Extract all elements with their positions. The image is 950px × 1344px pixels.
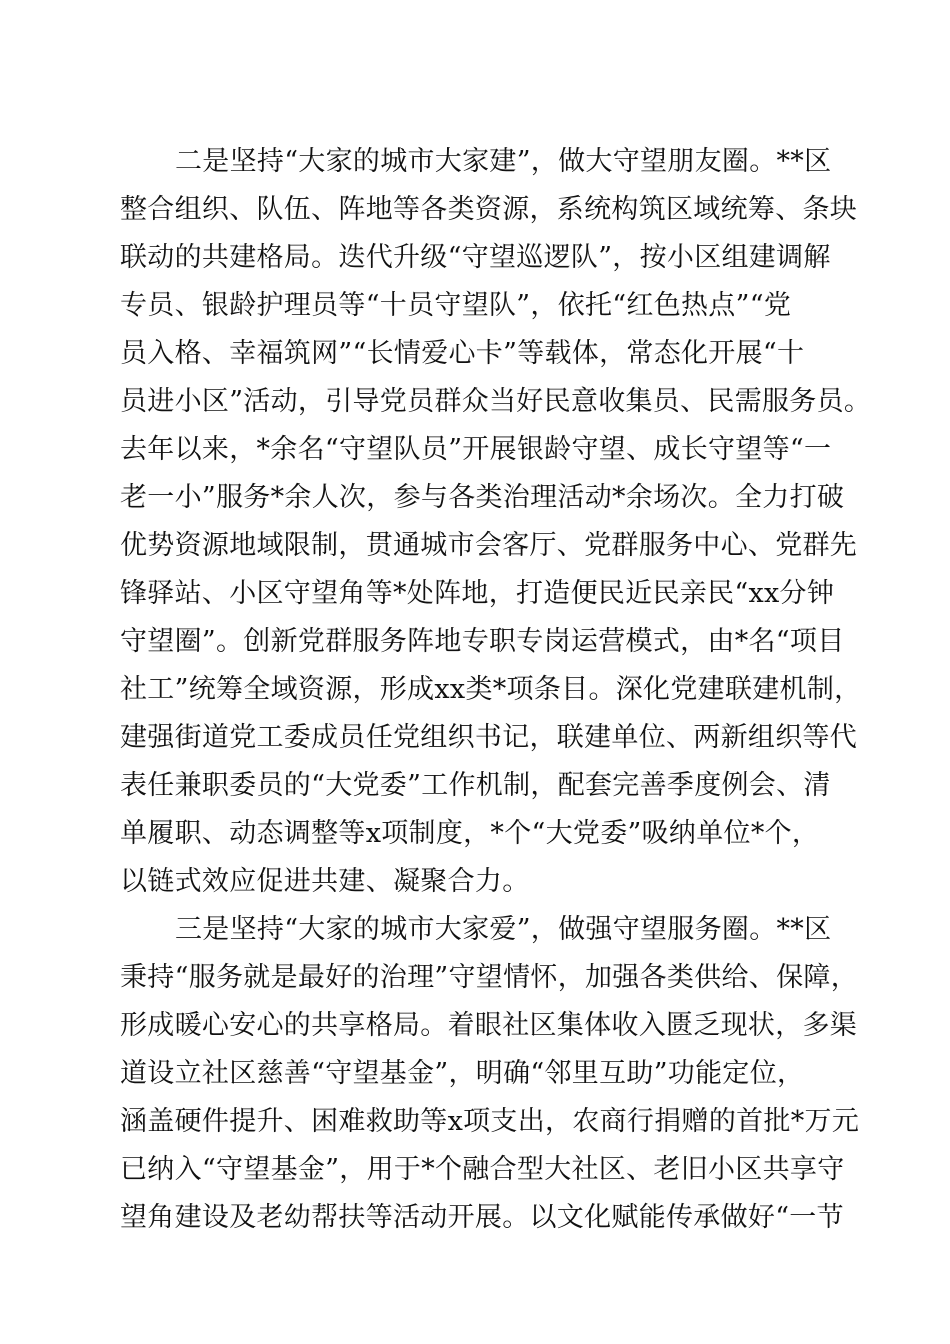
paragraph-1-line-9: 优势资源地域限制，贯通城市会客厅、党群服务中心、党群先: [120, 530, 858, 561]
paragraph-1-line-11: 守望圈”。创新党群服务阵地专职专岗运营模式，由*名“项目: [120, 626, 845, 657]
paragraph-1-line-3: 联动的共建格局。迭代升级“守望巡逻队”，按小区组建调解: [120, 242, 831, 273]
paragraph-2-line-5: 涵盖硬件提升、困难救助等x项支出，农商行捐赠的首批*万元: [120, 1106, 860, 1137]
paragraph-1-line-1: 二是坚持“大家的城市大家建”，做大守望朋友圈。**区: [175, 146, 832, 177]
paragraph-2-line-2: 秉持“服务就是最好的治理”守望情怀，加强各类供给、保障，: [120, 962, 859, 993]
paragraph-1-line-6: 员进小区”活动，引导党员群众当好民意收集员、民需服务员。: [120, 386, 872, 417]
paragraph-1-line-12: 社工”统筹全域资源，形成xx类*项条目。深化党建联建机制，: [120, 674, 862, 705]
paragraph-2-line-4: 道设立社区慈善“守望基金”，明确“邻里互助”功能定位，: [120, 1058, 805, 1089]
paragraph-1-line-5: 员入格、幸福筑网”“长情爱心卡”等载体，常态化开展“十: [120, 338, 805, 369]
paragraph-1-line-8: 老一小”服务*余人次，参与各类治理活动*余场次。全力打破: [120, 482, 845, 513]
paragraph-2-line-3: 形成暖心安心的共享格局。着眼社区集体收入匮乏现状，多渠: [120, 1010, 858, 1041]
paragraph-1-line-14: 表任兼职委员的“大党委”工作机制，配套完善季度例会、清: [120, 770, 831, 801]
paragraph-1-line-2: 整合组织、队伍、阵地等各类资源，系统构筑区域统筹、条块: [120, 194, 858, 225]
paragraph-1-line-7: 去年以来，*余名“守望队员”开展银龄守望、成长守望等“一: [120, 434, 832, 465]
paragraph-1-line-16: 以链式效应促进共建、凝聚合力。: [120, 866, 530, 897]
paragraph-2-line-6: 已纳入“守望基金”，用于*个融合型大社区、老旧小区共享守: [120, 1154, 845, 1185]
paragraph-1-line-4: 专员、银龄护理员等“十员守望队”，依托“红色热点”“党: [120, 290, 792, 321]
paragraph-1-line-10: 锋驿站、小区守望角等*处阵地，打造便民近民亲民“xx分钟: [120, 578, 835, 609]
paragraph-2-line-1: 三是坚持“大家的城市大家爱”，做强守望服务圈。**区: [175, 914, 832, 945]
paragraph-1-line-15: 单履职、动态调整等x项制度，*个“大党委”吸纳单位*个，: [120, 818, 820, 849]
paragraph-2-line-7: 望角建设及老幼帮扶等活动开展。以文化赋能传承做好“一节: [120, 1202, 844, 1233]
paragraph-1-line-13: 建强街道党工委成员任党组织书记，联建单位、两新组织等代: [120, 722, 858, 753]
